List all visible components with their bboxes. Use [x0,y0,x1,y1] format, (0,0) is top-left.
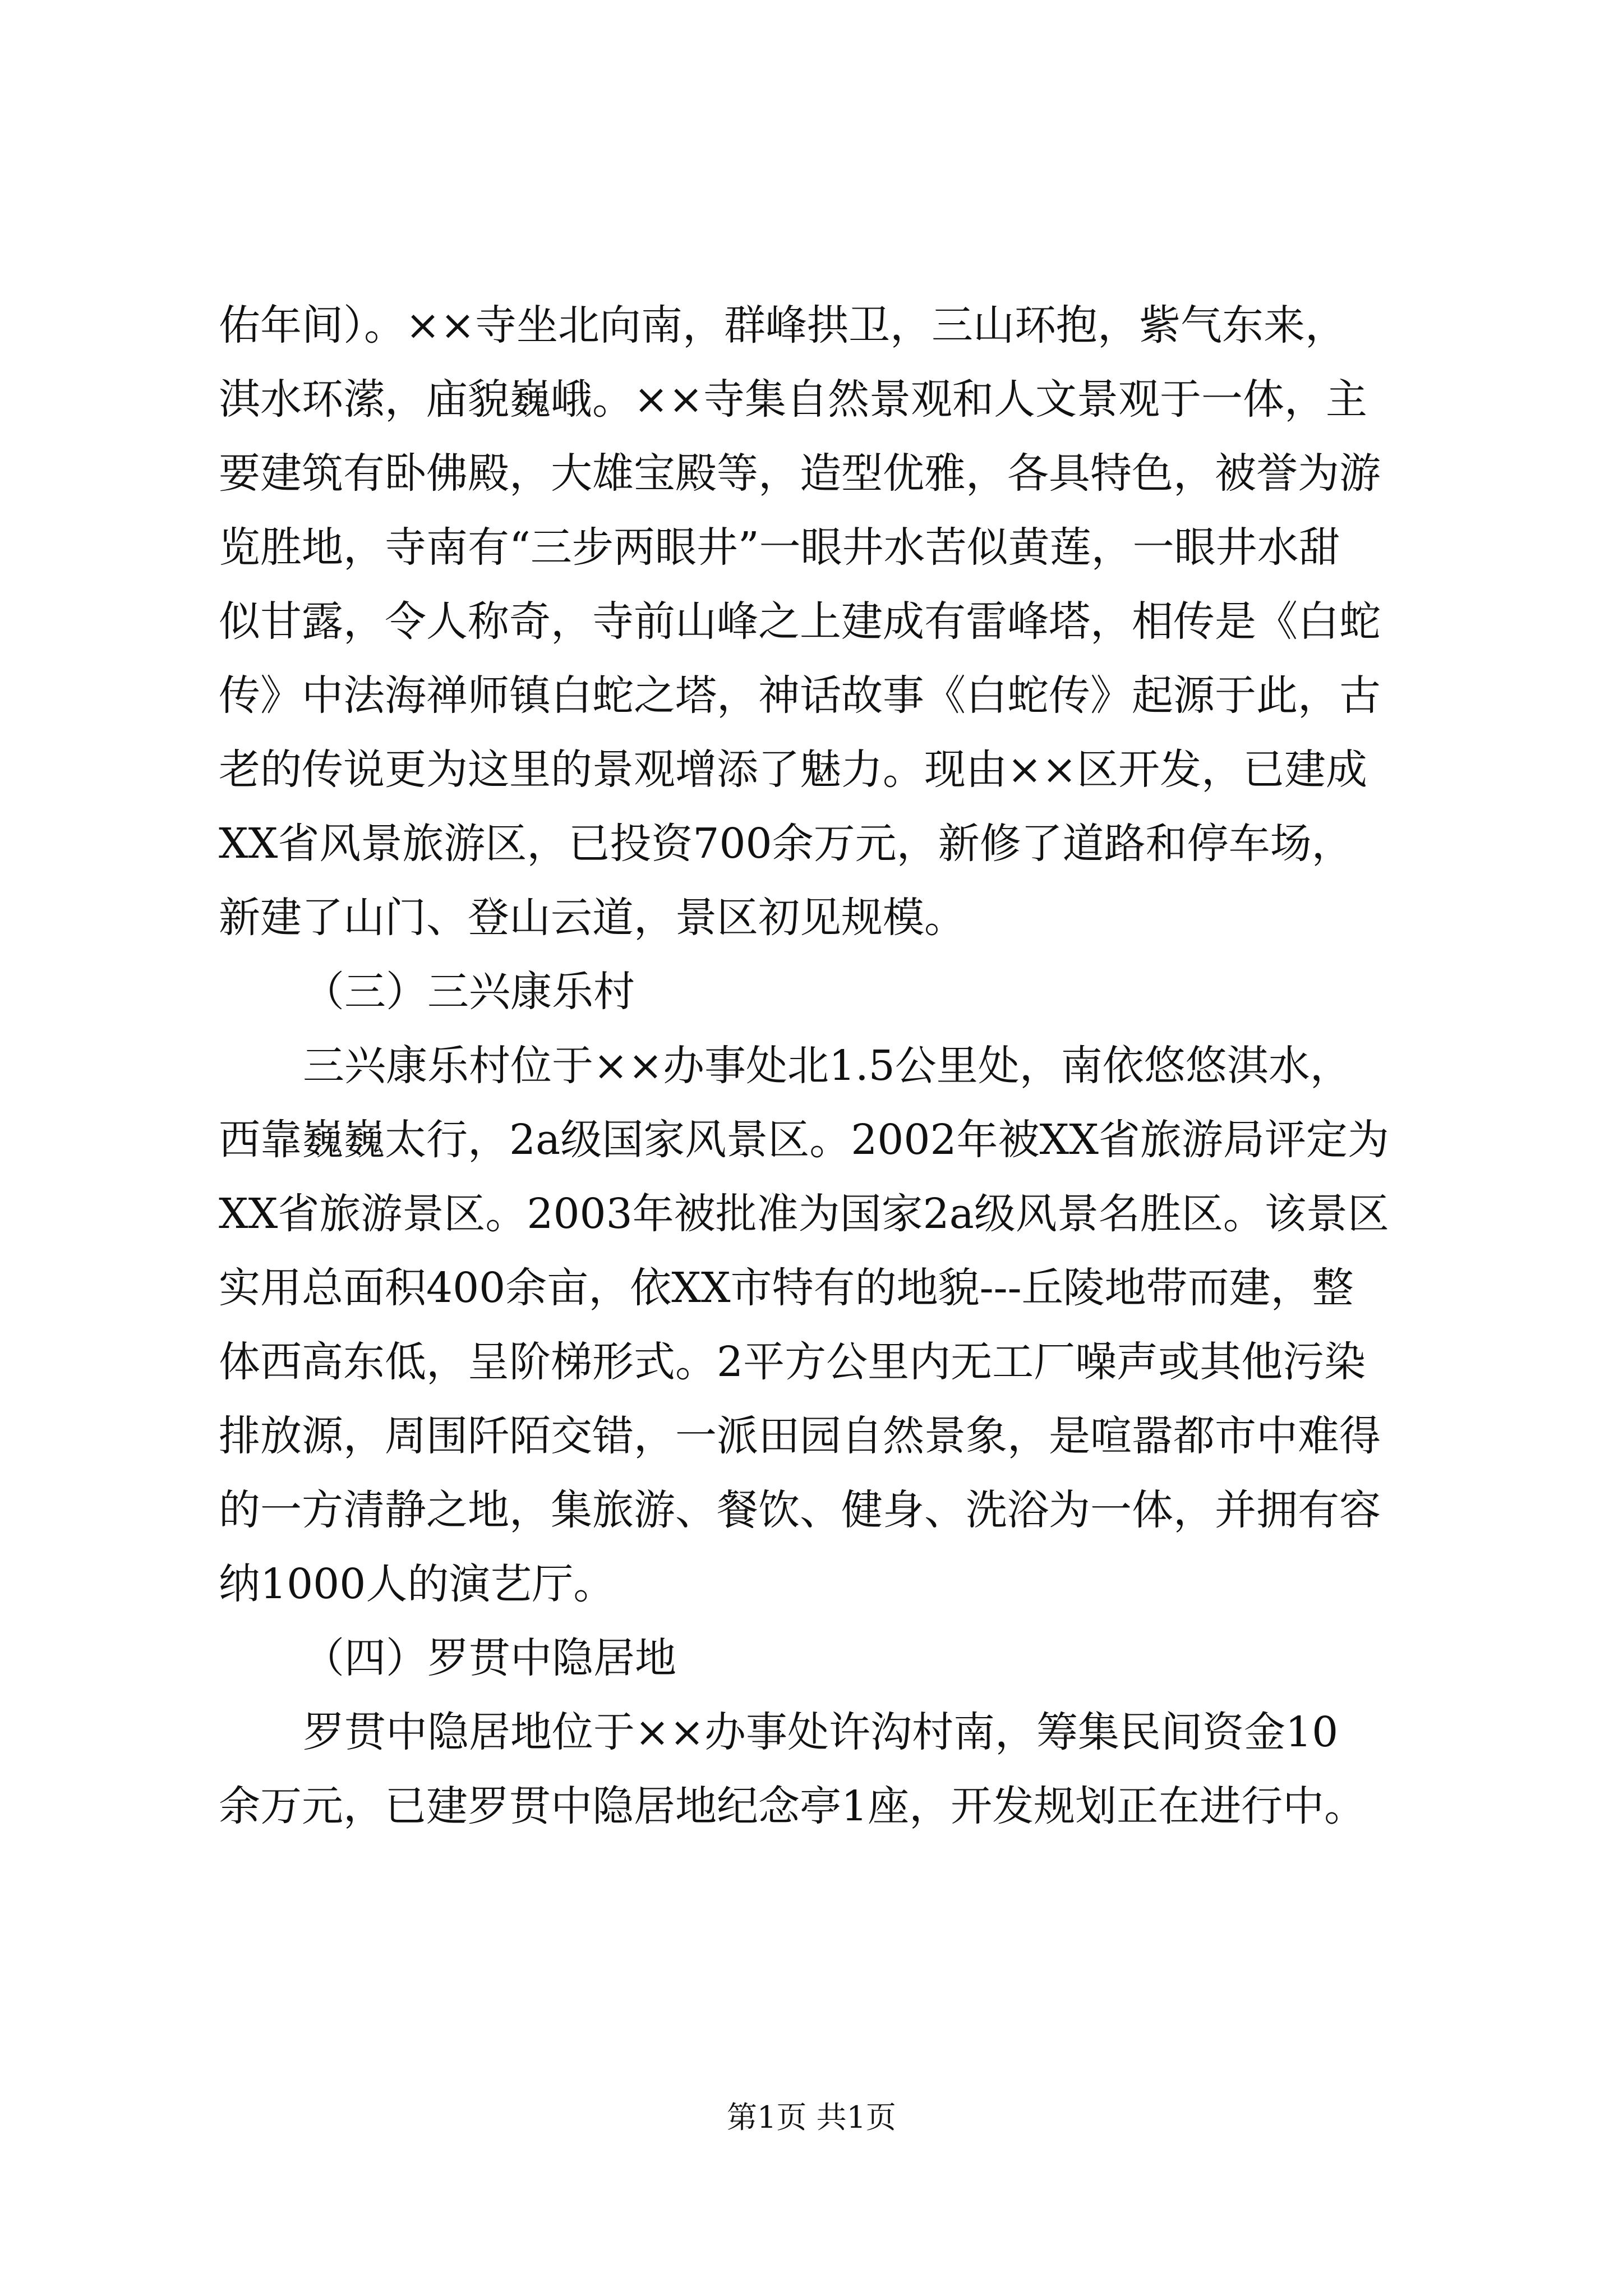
paragraph-line: 老的传说更为这里的景观增添了魅力。现由××区开发，已建成 [219,746,1368,794]
paragraph-line: 要建筑有卧佛殿，大雄宝殿等，造型优雅，各具特色，被誉为游 [219,449,1381,498]
paragraph-line: 览胜地，寺南有“三步两眼井”一眼井水苦似黄莲，一眼井水甜 [219,523,1340,572]
paragraph-line: 的一方清静之地，集旅游、餐饮、健身、洗浴为一体，并拥有容 [219,1486,1381,1534]
section-heading: （三）三兴康乐村 [303,968,635,1016]
paragraph-line: 排放源，周围阡陌交错，一派田园自然景象，是喧嚣都市中难得 [219,1412,1381,1460]
paragraph-line: 实用总面积400余亩，依XX市特有的地貌---丘陵地带而建，整 [219,1264,1354,1312]
paragraph-line: 佑年间）。××寺坐北向南，群峰拱卫，三山环抱，紫气东来， [219,301,1347,349]
paragraph-line: 淇水环潆，庙貌巍峨。××寺集自然景观和人文景观于一体，主 [219,375,1368,424]
paragraph-line: 三兴康乐村位于××办事处北1.5公里处，南依悠悠淇水， [303,1042,1352,1090]
paragraph-line: 似甘露，令人称奇，寺前山峰之上建成有雷峰塔，相传是《白蛇 [219,597,1381,646]
paragraph-line: 新建了山门、登山云道，景区初见规模。 [219,894,966,942]
section-heading: （四）罗贯中隐居地 [303,1634,676,1682]
paragraph-line: XX省风景旅游区，已投资700余万元，新修了道路和停车场， [219,820,1353,868]
paragraph-line: 余万元，已建罗贯中隐居地纪念亭1座，开发规划正在进行中。 [219,1782,1366,1830]
paragraph-line: 罗贯中隐居地位于××办事处许沟村南，筹集民间资金10 [303,1708,1339,1756]
paragraph-line: 西靠巍巍太行，2a级国家风景区。2002年被XX省旅游局评定为 [219,1116,1389,1164]
paragraph-line: 纳1000人的演艺厅。 [219,1560,615,1608]
paragraph-line: 传》中法海禅师镇白蛇之塔，神话故事《白蛇传》起源于此，古 [219,671,1381,720]
page-number-footer: 第1页 共1页 [727,2100,896,2135]
paragraph-line: XX省旅游景区。2003年被批准为国家2a级风景名胜区。该景区 [219,1190,1389,1238]
paragraph-line: 体西高东低，呈阶梯形式。2平方公里内无工厂噪声或其他污染 [219,1338,1366,1386]
